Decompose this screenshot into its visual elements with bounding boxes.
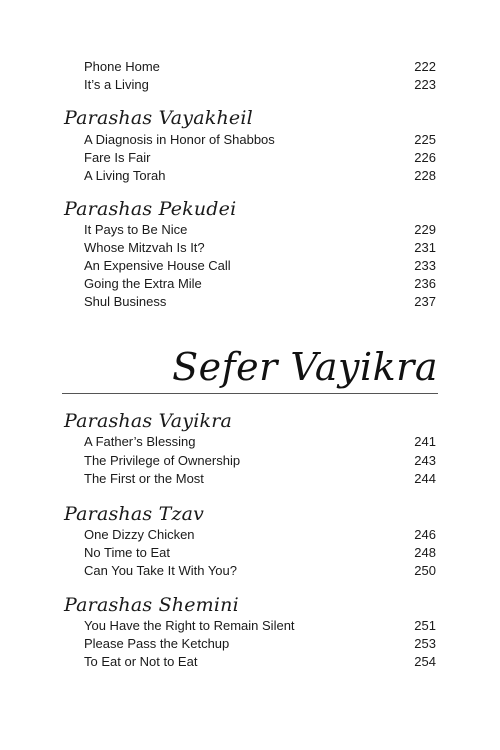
- toc-entry: [84, 131, 436, 149]
- toc-entry: [84, 653, 436, 671]
- sefer-divider-rule: [62, 393, 438, 394]
- toc-entry: [84, 239, 436, 257]
- toc-entry: [84, 452, 436, 470]
- entry-page-number: 236: [414, 276, 436, 291]
- entry-title: One Dizzy Chicken: [84, 527, 195, 542]
- entry-title: Shul Business: [84, 294, 167, 309]
- toc-entry: [84, 221, 436, 239]
- entry-page-number: 237: [414, 294, 436, 309]
- entry-title: The First or the Most: [84, 471, 204, 486]
- entry-page-number: 253: [414, 636, 436, 651]
- entry-title: You Have the Right to Remain Silent: [84, 618, 295, 633]
- entry-page-number: 223: [414, 77, 436, 92]
- entry-page-number: 226: [414, 150, 436, 165]
- entry-page-number: 231: [414, 240, 436, 255]
- entry-page-number: 228: [414, 168, 436, 183]
- toc-entry: [84, 635, 436, 653]
- entry-title: Whose Mitzvah Is It?: [84, 240, 205, 255]
- section-heading-vayikra: Parashas Vayikra: [64, 410, 233, 432]
- entry-page-number: 251: [414, 618, 436, 633]
- entry-page-number: 241: [414, 434, 436, 449]
- entry-page-number: 248: [414, 545, 436, 560]
- toc-entry: [84, 293, 436, 311]
- entry-title: To Eat or Not to Eat: [84, 654, 198, 669]
- entry-page-number: 243: [414, 453, 436, 468]
- entry-title: A Living Torah: [84, 168, 166, 183]
- section-heading-pekudei: Parashas Pekudei: [64, 198, 237, 220]
- entry-title: Phone Home: [84, 59, 160, 74]
- entry-title: The Privilege of Ownership: [84, 453, 241, 468]
- toc-entry: [84, 149, 436, 167]
- sefer-title: Sefer Vayikra: [172, 345, 438, 389]
- entry-page-number: 254: [414, 654, 436, 669]
- entry-page-number: 244: [414, 471, 436, 486]
- entry-page-number: 225: [414, 132, 436, 147]
- toc-entry: [84, 257, 436, 275]
- entry-title: An Expensive House Call: [84, 258, 231, 273]
- entry-page-number: 246: [414, 527, 436, 542]
- section-heading-vayakheil: Parashas Vayakheil: [64, 107, 253, 129]
- toc-entry: [84, 433, 436, 451]
- entry-title: No Time to Eat: [84, 545, 170, 560]
- entry-title: A Father’s Blessing: [84, 434, 196, 449]
- toc-entry: [84, 58, 436, 76]
- toc-entry: [84, 544, 436, 562]
- entry-title: Can You Take It With You?: [84, 563, 237, 578]
- entry-title: It’s a Living: [84, 77, 149, 92]
- section-heading-shemini: Parashas Shemini: [64, 594, 239, 616]
- toc-entry: [84, 275, 436, 293]
- entry-title: Fare Is Fair: [84, 150, 151, 165]
- entry-page-number: 229: [414, 222, 436, 237]
- entry-page-number: 233: [414, 258, 436, 273]
- toc-entry: [84, 470, 436, 488]
- entry-page-number: 222: [414, 59, 436, 74]
- toc-entry: [84, 617, 436, 635]
- toc-entry: [84, 76, 436, 94]
- entry-title: It Pays to Be Nice: [84, 222, 188, 237]
- entry-title: Going the Extra Mile: [84, 276, 202, 291]
- toc-entry: [84, 167, 436, 185]
- entry-page-number: 250: [414, 563, 436, 578]
- toc-entry: [84, 562, 436, 580]
- section-heading-tzav: Parashas Tzav: [64, 503, 205, 525]
- entry-title: Please Pass the Ketchup: [84, 636, 230, 651]
- toc-entry: [84, 526, 436, 544]
- entry-title: A Diagnosis in Honor of Shabbos: [84, 132, 275, 147]
